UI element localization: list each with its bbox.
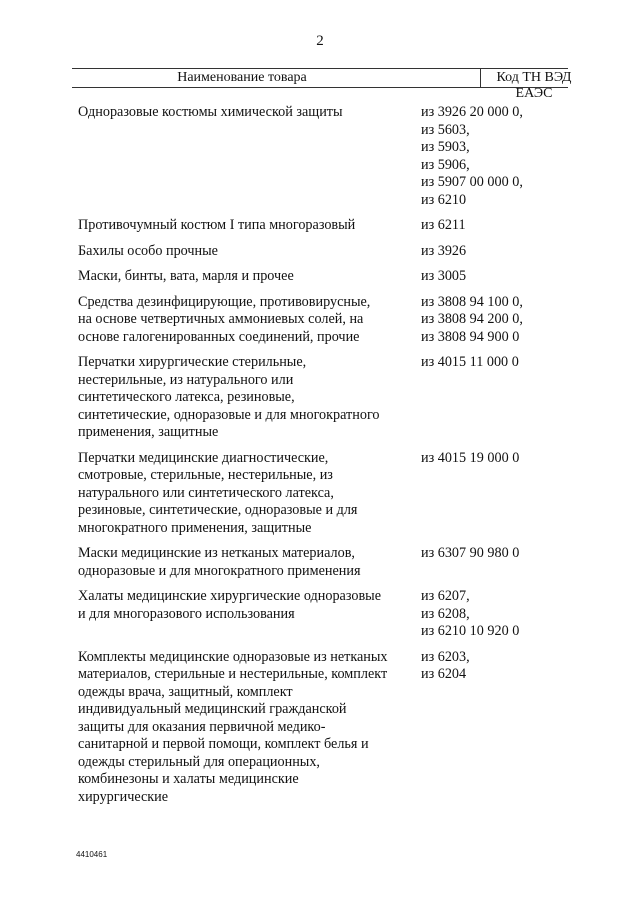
goods-name-line: на основе четвертичных аммониевых солей, на: [78, 311, 364, 327]
goods-name-line: Комплекты медицинские одноразовые из нетканых: [78, 648, 388, 665]
tn-ved-code: из 6307 90 980 0: [421, 545, 520, 561]
goods-name: [78, 243, 421, 261]
table-row: [78, 294, 578, 347]
goods-name-line: Халаты медицинские хирургические одноразовые: [78, 588, 381, 604]
table-row: [78, 217, 578, 235]
goods-name-line: одноразовые и для многократного применения: [78, 562, 361, 579]
tn-ved-code: из 5907 00 000 0,: [421, 174, 523, 190]
goods-name: [78, 294, 421, 347]
goods-name: [78, 354, 421, 442]
tn-ved-code: из 6210: [421, 191, 467, 208]
header-separator: [480, 68, 481, 88]
tn-ved-code: из 5906,: [421, 156, 470, 173]
tn-ved-code: из 6203,: [421, 648, 470, 665]
goods-name: [78, 545, 421, 580]
goods-codes: [421, 294, 561, 347]
header-code-column: Код ТН ВЭД ЕАЭС: [496, 70, 572, 101]
tn-ved-code: из 6207,: [421, 588, 470, 604]
header-bottom-rule: [72, 87, 568, 88]
table-row: [78, 243, 578, 261]
goods-name-line: Средства дезинфицирующие, противовирусные,: [78, 293, 371, 310]
goods-name-line: хирургические: [78, 788, 169, 805]
table-header: [72, 68, 572, 101]
goods-codes: [421, 354, 561, 442]
table-row: [78, 354, 578, 442]
goods-name-line: резиновые, синтетические, одноразовые и для: [78, 502, 358, 518]
tn-ved-code: из 3926: [421, 242, 467, 259]
goods-codes: [421, 243, 561, 261]
tn-ved-code: из 4015 19 000 0: [421, 449, 520, 466]
goods-name-line: Маски медицинские из нетканых материалов,: [78, 545, 355, 561]
goods-name-line: и для многоразового использования: [78, 605, 295, 622]
goods-codes: [421, 588, 561, 641]
table-row: [78, 104, 578, 209]
header-name-column: Наименование товара: [177, 70, 307, 85]
tn-ved-code: из 6204: [421, 666, 467, 682]
goods-name-line: Противочумный костюм I типа многоразовый: [78, 217, 356, 233]
goods-name-line: одежды стерильный для операционных,: [78, 753, 320, 770]
tn-ved-code: из 6210 10 920 0: [421, 623, 520, 639]
table-row: [78, 649, 578, 807]
document-id: 4410461: [76, 850, 108, 859]
goods-codes: [421, 649, 561, 807]
page-number: 2: [316, 33, 324, 49]
goods-codes: [421, 545, 561, 580]
goods-name-line: индивидуальный медицинский гражданской: [78, 701, 347, 717]
goods-codes: [421, 104, 561, 209]
goods-name-line: применения, защитные: [78, 424, 219, 440]
table-row: [78, 268, 578, 286]
goods-name-line: Перчатки медицинские диагностические,: [78, 449, 329, 466]
tn-ved-code: из 5603,: [421, 121, 470, 138]
goods-name-line: защиты для оказания первичной медико-: [78, 718, 326, 735]
goods-table-body: [78, 104, 578, 814]
goods-name-line: Перчатки хирургические стерильные,: [78, 354, 307, 370]
goods-name-line: основе галогенированных соединений, прочие: [78, 328, 360, 345]
goods-codes: [421, 450, 561, 538]
goods-name-line: синтетические, одноразовые и для многократного: [78, 406, 380, 423]
tn-ved-code: из 3808 94 200 0,: [421, 311, 523, 327]
table-row: [78, 450, 578, 538]
goods-codes: [421, 268, 561, 286]
goods-name: [78, 588, 421, 641]
goods-name: [78, 649, 421, 807]
goods-name: [78, 104, 421, 209]
goods-name-line: санитарной и первой помощи, комплект белья и: [78, 736, 369, 752]
tn-ved-code: из 3808 94 100 0,: [421, 293, 523, 310]
goods-name-line: натурального или синтетического латекса,: [78, 484, 334, 501]
goods-codes: [421, 217, 561, 235]
goods-name-line: смотровые, стерильные, нестерильные, из: [78, 467, 333, 483]
tn-ved-code: из 4015 11 000 0: [421, 354, 519, 370]
tn-ved-code: из 3926 20 000 0,: [421, 104, 523, 120]
goods-name: [78, 217, 421, 235]
tn-ved-code: из 6208,: [421, 605, 470, 622]
goods-name: [78, 450, 421, 538]
goods-name-line: одежды врача, защитный, комплект: [78, 683, 293, 700]
goods-name: [78, 268, 421, 286]
goods-name-line: нестерильные, из натурального или: [78, 371, 294, 388]
goods-name-line: синтетического латекса, резиновые,: [78, 389, 295, 405]
goods-name-line: Бахилы особо прочные: [78, 242, 218, 259]
goods-name-line: Маски, бинты, вата, марля и прочее: [78, 268, 294, 284]
goods-name-line: материалов, стерильные и нестерильные, комплект: [78, 666, 388, 682]
header-top-rule: [72, 68, 568, 69]
tn-ved-code: из 5903,: [421, 139, 470, 155]
goods-name-line: многократного применения, защитные: [78, 519, 312, 536]
tn-ved-code: из 6211: [421, 217, 466, 233]
table-row: [78, 588, 578, 641]
tn-ved-code: из 3808 94 900 0: [421, 328, 520, 345]
table-row: [78, 545, 578, 580]
tn-ved-code: из 3005: [421, 268, 467, 284]
goods-name-line: комбинезоны и халаты медицинские: [78, 771, 299, 787]
goods-name-line: Одноразовые костюмы химической защиты: [78, 104, 343, 120]
